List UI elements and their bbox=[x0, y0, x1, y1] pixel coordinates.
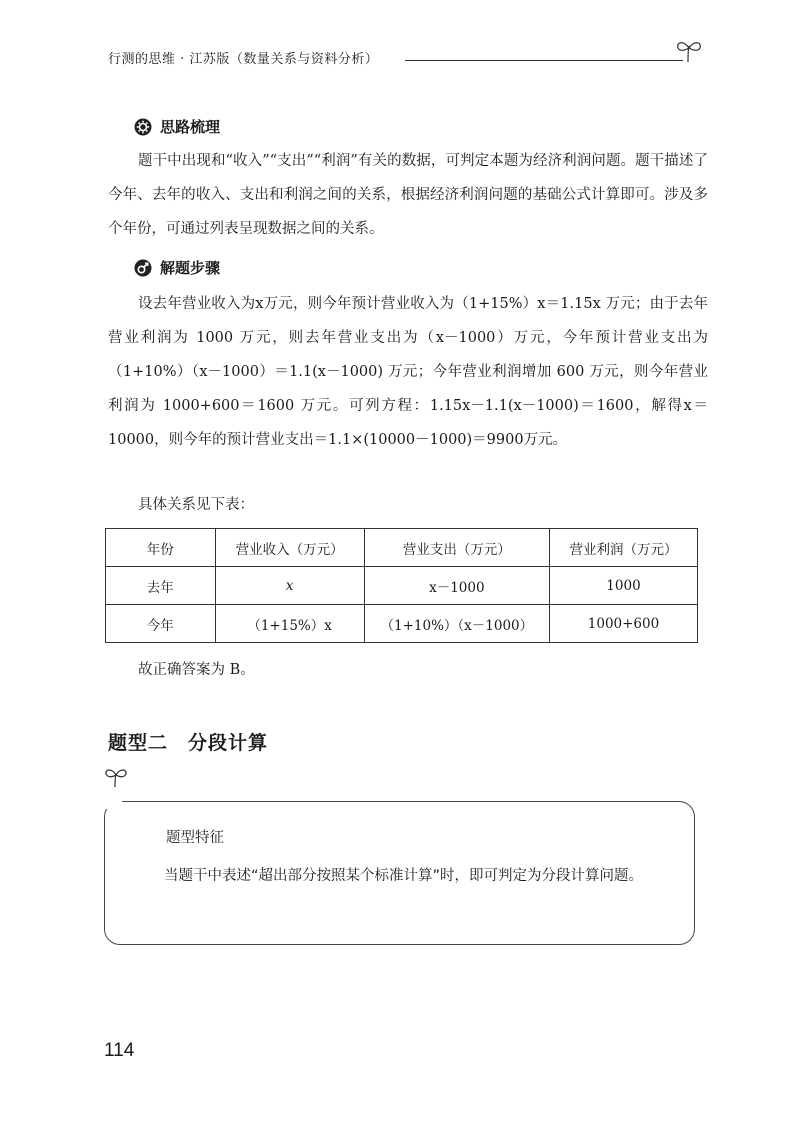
analysis-paragraph: 题干中出现和“收入”“支出”“利润”有关的数据，可判定本题为经济利润问题。题干描述了今年、去年的收入、支出和利润之间的关系，根据经济利润问题的基础公式计算即可。涉及多个年份，可通过列表呈现数据之间的关系。 bbox=[108, 153, 708, 237]
table-cell: x－1000 bbox=[364, 567, 549, 605]
sprout-icon bbox=[103, 765, 129, 789]
relation-table bbox=[105, 528, 698, 643]
table-row bbox=[106, 567, 698, 605]
table-cell: 今年 bbox=[106, 605, 216, 643]
page-number: 114 bbox=[104, 1040, 135, 1061]
section-heading-steps bbox=[134, 257, 220, 278]
table-row bbox=[106, 605, 698, 643]
answer-line: 故正确答案为 B。 bbox=[138, 662, 255, 678]
table-intro: 具体关系见下表： bbox=[138, 497, 254, 513]
steps-badge-icon bbox=[134, 259, 152, 277]
table-cell: x bbox=[215, 567, 364, 605]
steps-paragraph: 设去年营业收入为x万元，则今年预计营业收入为（1+15%）x＝1.15x 万元；由于去年营业利润为 1000 万元，则去年营业支出为（x－1000）万元，今年预计营业支出为（1+10%）（x－1000）＝1.1(x－1000) 万元；今年营业利润增加 600 万元，则今年营业利润为 1000+600＝1600 万元。可列方程：1.15x－1.1(x－1000)＝1600，解得x＝10000，则今年的预计营业支出＝1.1×(10000－1000)＝9900万元。 bbox=[108, 296, 708, 448]
section-title bbox=[108, 728, 268, 755]
table-cell: 去年 bbox=[106, 567, 216, 605]
section-heading-analysis bbox=[134, 116, 220, 137]
table-cell: 1000 bbox=[549, 567, 697, 605]
section-heading-text: 思路梳理 bbox=[160, 118, 221, 136]
section-heading-text: 解题步骤 bbox=[160, 259, 221, 277]
section-title-text: 分段计算 bbox=[188, 732, 269, 754]
table-header-row bbox=[106, 529, 698, 567]
section-title-number: 题型二 bbox=[108, 732, 169, 754]
header-rule bbox=[405, 60, 683, 61]
table-header-cell: 营业支出（万元） bbox=[364, 529, 549, 567]
feature-box-gap bbox=[104, 795, 122, 809]
table-header-cell: 营业收入（万元） bbox=[215, 529, 364, 567]
table-header-cell: 年份 bbox=[106, 529, 216, 567]
sprout-icon bbox=[674, 38, 704, 64]
table-cell: （1+10%）（x－1000） bbox=[364, 605, 549, 643]
feature-box-text: 当题干中表述“超出部分按照某个标准计算”时，即可判定为分段计算问题。 bbox=[164, 868, 644, 884]
table-cell: （1+15%）x bbox=[215, 605, 364, 643]
table-header-cell: 营业利润（万元） bbox=[549, 529, 697, 567]
feature-box-title: 题型特征 bbox=[166, 830, 224, 846]
gear-badge-icon bbox=[134, 118, 152, 136]
table-cell: 1000+600 bbox=[549, 605, 697, 643]
running-header: 行测的思维 · 江苏版（数量关系与资料分析） bbox=[108, 52, 379, 67]
